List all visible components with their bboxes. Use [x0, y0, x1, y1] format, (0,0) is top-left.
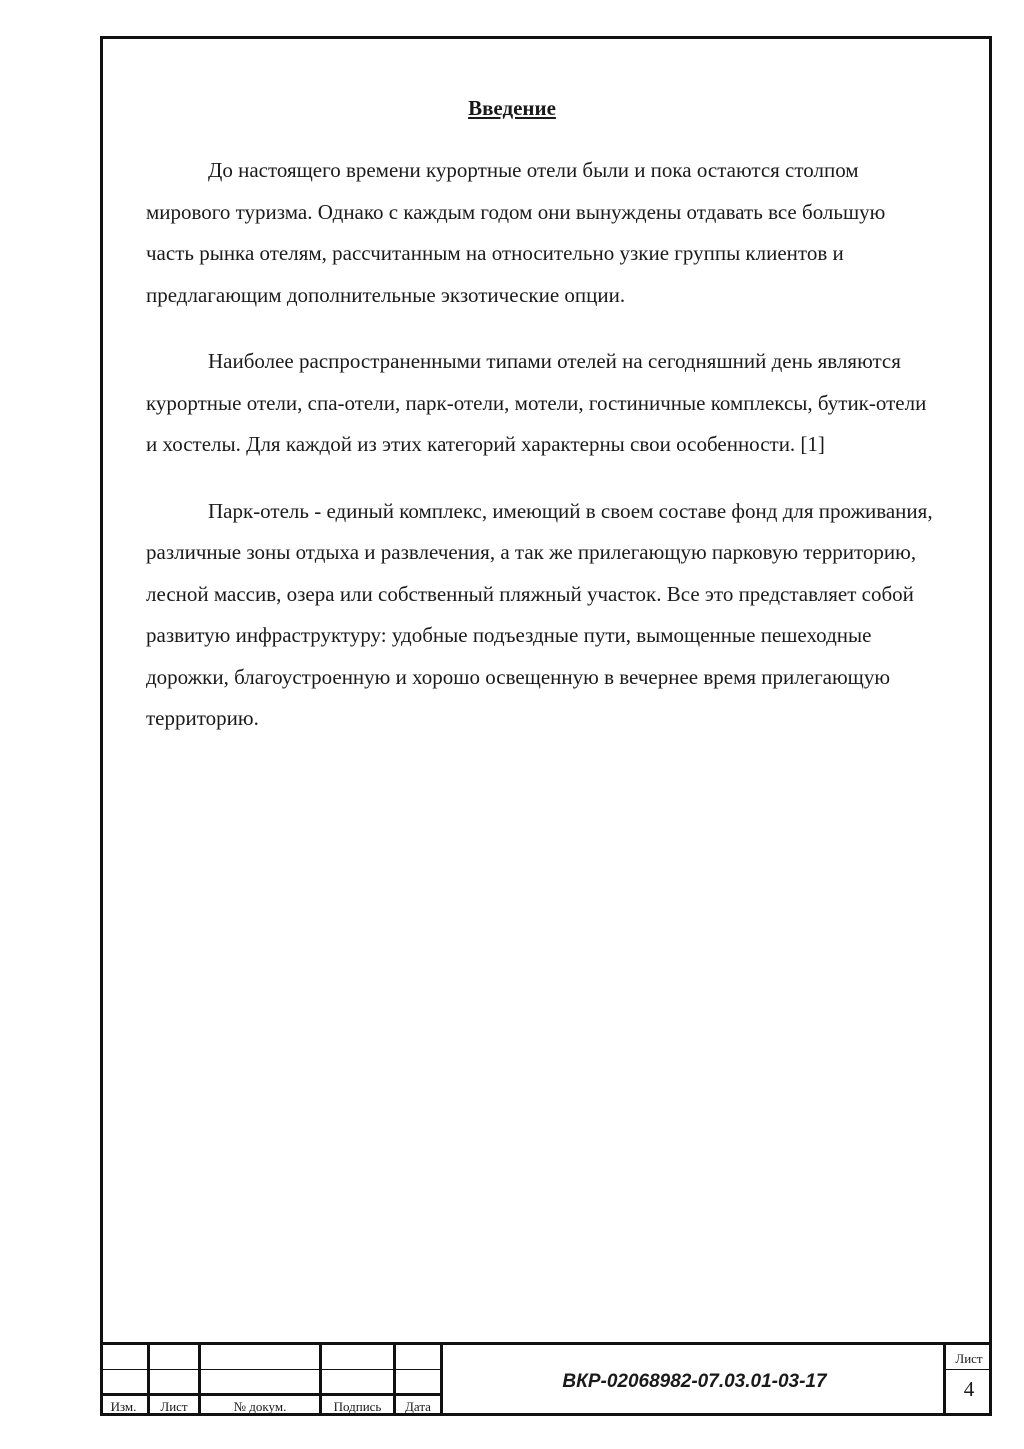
- sheet-label: Лист: [955, 1351, 983, 1366]
- document-code: ВКР-02068982-07.03.01-03-17: [562, 1371, 827, 1392]
- document-body: [146, 150, 936, 765]
- label-sheet: Лист: [160, 1399, 188, 1414]
- page-title: Введение: [468, 96, 556, 120]
- label-change: Изм.: [110, 1399, 137, 1414]
- label-doc-no: № докум.: [233, 1399, 287, 1414]
- paragraph-2: Наиболее распространенными типами отелей на сегодняшний день являются курортные отели, спа-отели, парк-отели, мотели, гостиничные комплексы, бутик-отели и хостелы. Для каждой из этих категорий характерны свои особенности. [1]: [146, 349, 927, 456]
- stamp-row-line: [100, 1393, 443, 1396]
- paragraph-3: Парк-отель - единый комплекс, имеющий в своем составе фонд для проживания, различные зоны отдыха и развлечения, а так же прилегающую парковую территорию, лесной массив, озера или собственный пляжный участок. Все это представляет собой развитую инфраструктуру: удобные подъездные пути, вымощенные пешеходные дорожки, благоустроенную и хорошо освещенную в вечернее время прилегающую территорию.: [146, 498, 933, 730]
- paragraph-1: До настоящего времени курортные отели были и пока остаются столпом мирового туризма. Однако с каждым годом они вынуждены отдавать все большую часть рынка отелям, рассчитанным на относительно узкие группы клиентов и предлагающим дополнительные экзотические опции.: [146, 158, 886, 307]
- label-signature: Подпись: [333, 1399, 382, 1414]
- label-date: Дата: [405, 1399, 431, 1414]
- sheet-number: 4: [963, 1377, 975, 1401]
- stamp-row-line: [100, 1369, 443, 1370]
- title-block: [100, 1342, 992, 1416]
- sheet-cell-line: [946, 1369, 992, 1370]
